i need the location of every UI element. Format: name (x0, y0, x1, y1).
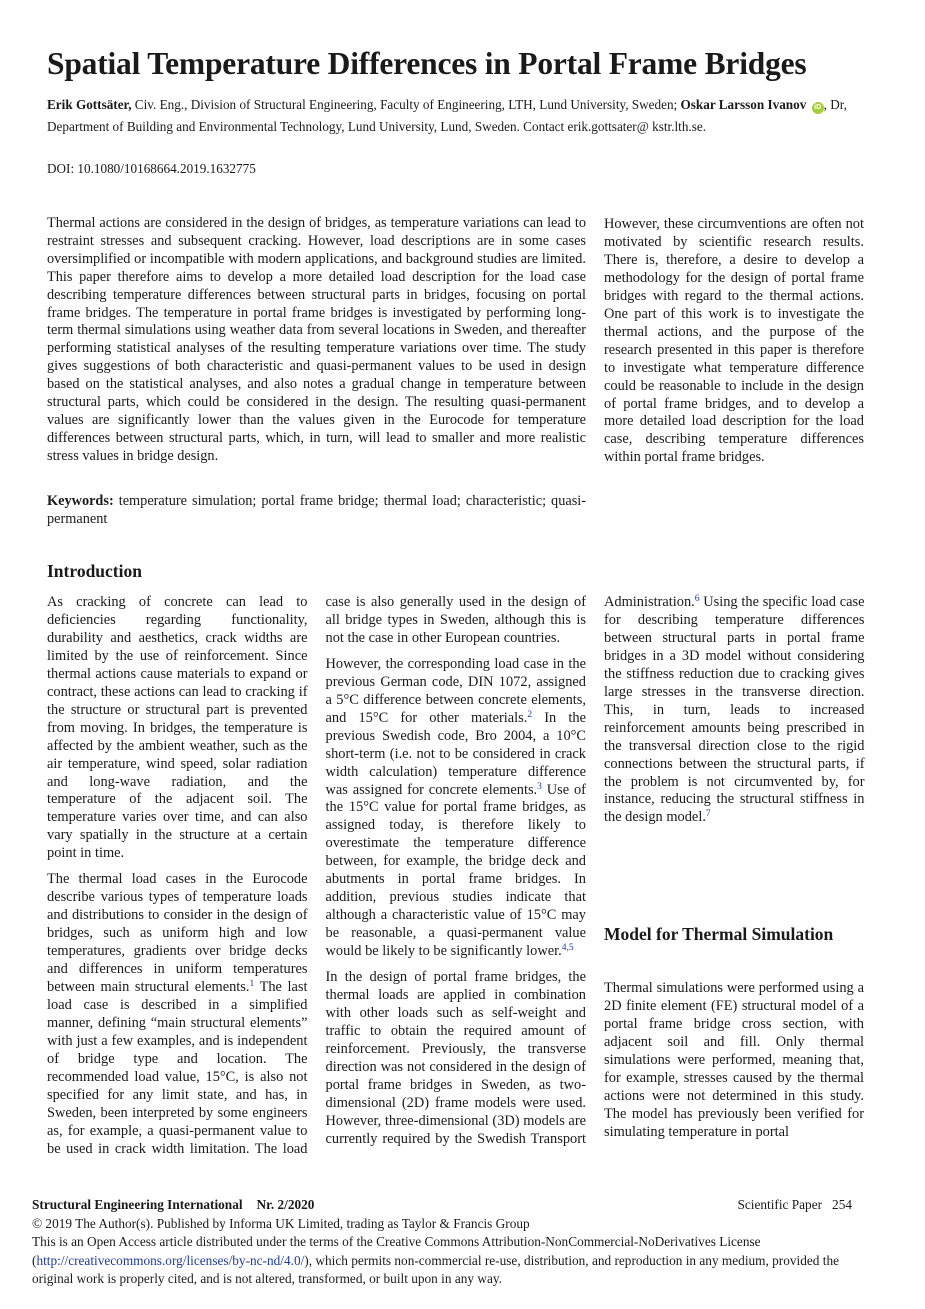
license-text: This is an Open Access article distributed under the terms of the Creative Commons Attribution-NonCommercial-NoDerivatives License ( (32, 1234, 761, 1268)
author-affiliations (47, 94, 889, 138)
author-1-affiliation: Civ. Eng., Division of Structural Engineering, Faculty of Engineering, LTH, Lund University, Sweden; (131, 97, 681, 112)
citation-link[interactable]: 3 (537, 781, 542, 792)
license-notice (32, 1233, 852, 1289)
citation-link[interactable]: 6 (694, 594, 700, 604)
intro-paragraph-3-text-end: Use of the 15°C value for portal frame bridges, as assigned today, is therefore likely to overestimate the temperature difference between, for example, the bridge deck and abutments in portal frame bridges. In addition, previous studies indicate that although a characteristic value of 15°C may be reasonable, a quasi-permanent value would be likely to be significantly lower. (325, 781, 586, 960)
author-2-affiliation: , Dr, Department of Building and Environmental Technology, Lund University, Lund, Sweden. Contact erik.gottsater@ kstr.lth.se. (47, 97, 847, 134)
author-2-name: Oskar Larsson Ivanov (680, 97, 807, 112)
citation-link[interactable]: 1 (249, 979, 255, 990)
column-3 (604, 216, 864, 906)
intro-paragraph-3-text-cont: In the previous Swedish code, Bro 2004, a 10°C short-term (i.e. not to be considered in crack width calculation) temperature difference was assigned for concrete elements. (325, 709, 586, 798)
page-number: 254 (832, 1197, 852, 1212)
citation-link[interactable]: 4,5 (561, 943, 574, 954)
citation-link[interactable]: 7 (705, 809, 711, 820)
citation-link[interactable]: 2 (527, 709, 533, 720)
model-paragraph-1: Thermal simulations were performed using a 2D finite element (FE) structural model of a portal frame bridge cross section, with adjacent soil and fill. Only thermal simulations were performed, meaning that, for example, stresses caused by the thermal actions were not determined in this study. The model has previously been verified for simulating temperature in portal (604, 980, 864, 1140)
section-heading-model: Model for Thermal Simulation (604, 924, 834, 944)
paper-title: Spatial Temperature Differences in Portal Frame Bridges (47, 46, 807, 81)
page-footer (32, 1196, 852, 1289)
intro-paragraph-2-text: The thermal load cases in the Eurocode describe various types of temperature loads and distributions to consider in the design of bridges, such as uniform high and low temperatures, gradients over bridge decks and differences in uniform temperatures between main structural elements. (47, 871, 308, 996)
intro-paragraph-3 (326, 656, 587, 961)
orcid-icon[interactable]: iD (812, 102, 824, 114)
intro-paragraph-1: As cracking of concrete can lead to deficiencies regarding functionality, durability and aesthetics, crack widths are limited by the use of reinforcement. Since thermal actions cause materials to expand or contract, these actions can lead to cracking if the structure or structural part is prevented from moving. In bridges, the temperature is affected by the ambient weather, such as the air temperature, wind speed, solar radiation and long-wave radiation, and the temperature of the adjacent soil. The temperature varies over time, and can also vary spatially in the structure at a certain point in time. (47, 594, 308, 862)
model-section (604, 980, 864, 1150)
copyright-notice: © 2019 The Author(s). Published by Informa UK Limited, trading as Taylor & Francis Group (32, 1215, 530, 1231)
journal-name: Structural Engineering International (32, 1197, 243, 1212)
intro-paragraph-2-text-cont: The last load case is described in a simplified manner, defining “main structural elements” with just a few examples, and is independent of bridge type and location. The recommended load value, 15°C, is also not specified for any limit state, and has, in Sweden, been interpreted by some engineers as, for example, a quasi-permanent value to be used in crack width limitation. The load case is also generally used in the design of all bridge types in Sweden, although this is not the case in other European countries. (47, 594, 586, 1157)
intro-paragraph-5: However, these circumventions are often not motivated by scientific research results. There is, therefore, a desire to develop a methodology for the design of portal frame bridges with regard to the thermal actions. One part of this work is to investigate the thermal actions, and the purpose of the research presented in this paper is therefore to investigate what temperature difference could be reasonable to include in the design of portal frame bridges, and to develop a more detailed load description for the load case, describing temperature differences within portal frame bridges. (604, 216, 864, 466)
intro-paragraph-3-text: However, the corresponding load case in the previous German code, DIN 1072, assigned a 5°C difference between concrete elements, and 15°C for other materials. (325, 655, 586, 726)
keywords (47, 493, 586, 529)
intro-paragraph-4-text: In the design of portal frame bridges, the thermal loads are applied in combination with other loads such as self-weight and traffic to obtain the required amount of reinforcement. Previously, the transverse direction was not considered in the design of portal frame bridges in Sweden, as two-dimensional (2D) frame models were used. However, three-dimensional (3D) models are currently required by the Swedish Transport Administration. (325, 594, 695, 1147)
section-heading-introduction: Introduction (47, 561, 142, 581)
journal-issue: Nr. 2/2020 (256, 1197, 315, 1212)
author-1-name: Erik Gottsäter, (47, 97, 132, 112)
keywords-label: Keywords: (47, 493, 114, 509)
license-text-cont: ), which permits non-commercial re-use, distribution, and reproduction in any medium, provided the original work is properly cited, and is not altered, transformed, or built upon in any way. (32, 1252, 839, 1287)
abstract: Thermal actions are considered in the design of bridges, as temperature variations can lead to restraint stresses and subsequent cracking. However, load descriptions are in some cases oversimplified or incompatible with modern applications, and background studies are limited. This paper therefore aims to develop a more detailed load description for the load case describing temperature differences between structural parts in bridges, focusing on portal frame bridges. The temperature in portal frame bridges is investigated by performing long-term thermal simulations using weather data from several locations in Sweden, and thereafter performing statistical analyses of the resulting temperature variations over time. The study gives suggestions of both characteristic and quasi-permanent values to be used in design based on the statistical analyses, and also notes a gradual change in temperature between structural parts, which could be considered in the design. The resulting quasi-permanent values are significantly lower than the values given in the Eurocode for temperature differences between structural parts, which, in turn, will lead to smaller and more realistic stress values in bridge design. (47, 215, 586, 464)
keywords-list: temperature simulation; portal frame bridge; thermal load; characteristic; quasi-permanent (47, 493, 586, 527)
intro-paragraph-4-text-cont: Using the specific load case for describing temperature differences between structural parts in portal frame bridges in a 3D model without considering the stiffness reduction due to cracking gives large stresses in the transverse direction. This, in turn, leads to increased reinforcement amounts being prescribed in the transversal direction close to the rigid connections between the structural parts, if the problem is not circumvented by, for instance, reducing the structural stiffness in the design model. (604, 594, 865, 826)
paper-type: Scientific Paper (737, 1197, 823, 1212)
license-link[interactable]: http://creativecommons.org/licenses/by-nc-nd/4.0/ (36, 1252, 305, 1268)
doi[interactable]: DOI: 10.1080/10168664.2019.1632775 (47, 161, 256, 176)
